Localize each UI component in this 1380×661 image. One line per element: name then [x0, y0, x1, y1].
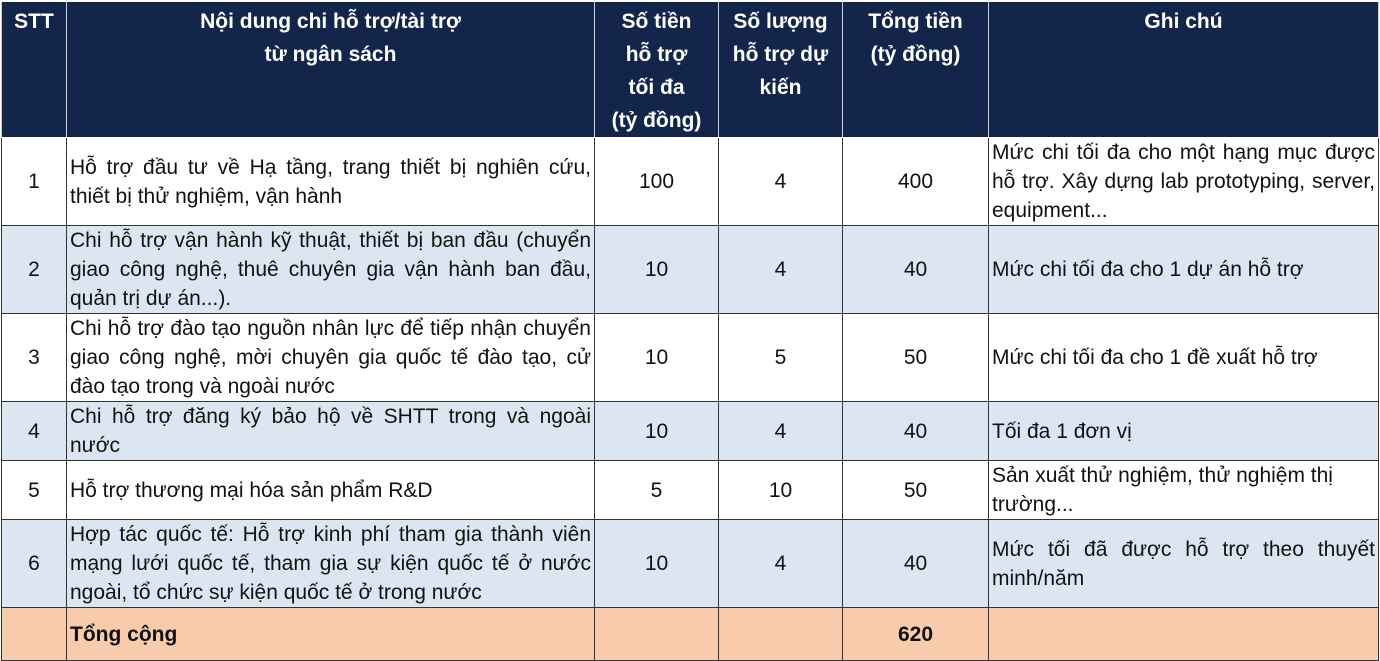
- cell-content: Chi hỗ trợ đào tạo nguồn nhân lực để tiếp nhận chuyển giao công nghệ, mời chuyên gia quốc tế đào tạo, cử đào tạo trong và ngoài nước: [67, 314, 595, 402]
- cell-max-amount: 10: [595, 520, 719, 608]
- total-label: Tổng cộng: [67, 608, 595, 661]
- cell-max-amount: 10: [595, 402, 719, 461]
- cell-note: Mức chi tối đa cho 1 dự án hỗ trợ: [989, 226, 1379, 314]
- header-expected-qty: Số lượng hỗ trợ dự kiến: [719, 2, 843, 138]
- total-row: [2, 608, 1379, 661]
- table-row: [2, 226, 1379, 314]
- cell-qty: 4: [719, 226, 843, 314]
- total-value: 620: [843, 608, 989, 661]
- cell-stt: 3: [2, 314, 67, 402]
- cell-note: Mức chi tối đa cho 1 đề xuất hỗ trợ: [989, 314, 1379, 402]
- cell-stt: 4: [2, 402, 67, 461]
- header-content: Nội dung chi hỗ trợ/tài trợ từ ngân sách: [67, 2, 595, 138]
- cell-max-amount: 100: [595, 138, 719, 226]
- total-cell-note: [989, 608, 1379, 661]
- table-row: [2, 461, 1379, 520]
- cell-content: Chi hỗ trợ vận hành kỹ thuật, thiết bị ban đầu (chuyển giao công nghệ, thuê chuyên gia vận hành ban đầu, quản trị dự án...).: [67, 226, 595, 314]
- cell-qty: 4: [719, 138, 843, 226]
- cell-stt: 6: [2, 520, 67, 608]
- support-budget-table: [1, 1, 1379, 661]
- cell-total: 40: [843, 402, 989, 461]
- cell-total: 40: [843, 226, 989, 314]
- cell-content: Hợp tác quốc tế: Hỗ trợ kinh phí tham gia thành viên mạng lưới quốc tế, tham gia sự kiện quốc tế ở nước ngoài, tổ chức sự kiện quốc tế ở trong nước: [67, 520, 595, 608]
- cell-content: Hỗ trợ thương mại hóa sản phẩm R&D: [67, 461, 595, 520]
- total-cell-stt: [2, 608, 67, 661]
- cell-qty: 10: [719, 461, 843, 520]
- cell-qty: 4: [719, 520, 843, 608]
- table-row: [2, 314, 1379, 402]
- cell-content: Chi hỗ trợ đăng ký bảo hộ về SHTT trong và ngoài nước: [67, 402, 595, 461]
- cell-note: Tối đa 1 đơn vị: [989, 402, 1379, 461]
- header-max-amount: Số tiền hỗ trợ tối đa (tỷ đồng): [595, 2, 719, 138]
- cell-max-amount: 10: [595, 226, 719, 314]
- header-note: Ghi chú: [989, 2, 1379, 138]
- cell-content: Hỗ trợ đầu tư về Hạ tầng, trang thiết bị nghiên cứu, thiết bị thử nghiệm, vận hành: [67, 138, 595, 226]
- header-row: [2, 2, 1379, 138]
- table-row: [2, 138, 1379, 226]
- cell-qty: 5: [719, 314, 843, 402]
- cell-total: 40: [843, 520, 989, 608]
- cell-total: 50: [843, 314, 989, 402]
- header-stt: STT: [2, 2, 67, 138]
- cell-stt: 5: [2, 461, 67, 520]
- table-row: [2, 520, 1379, 608]
- cell-note: Mức chi tối đa cho một hạng mục được hỗ trợ. Xây dựng lab prototyping, server, equipment...: [989, 138, 1379, 226]
- cell-note: Sản xuất thử nghiệm, thử nghiệm thị trường...: [989, 461, 1379, 520]
- cell-total: 400: [843, 138, 989, 226]
- cell-stt: 2: [2, 226, 67, 314]
- total-cell-max-amount: [595, 608, 719, 661]
- cell-total: 50: [843, 461, 989, 520]
- cell-qty: 4: [719, 402, 843, 461]
- cell-note: Mức tối đã được hỗ trợ theo thuyết minh/năm: [989, 520, 1379, 608]
- table-row: [2, 402, 1379, 461]
- cell-stt: 1: [2, 138, 67, 226]
- header-total: Tổng tiền (tỷ đồng): [843, 2, 989, 138]
- cell-max-amount: 10: [595, 314, 719, 402]
- total-cell-qty: [719, 608, 843, 661]
- cell-max-amount: 5: [595, 461, 719, 520]
